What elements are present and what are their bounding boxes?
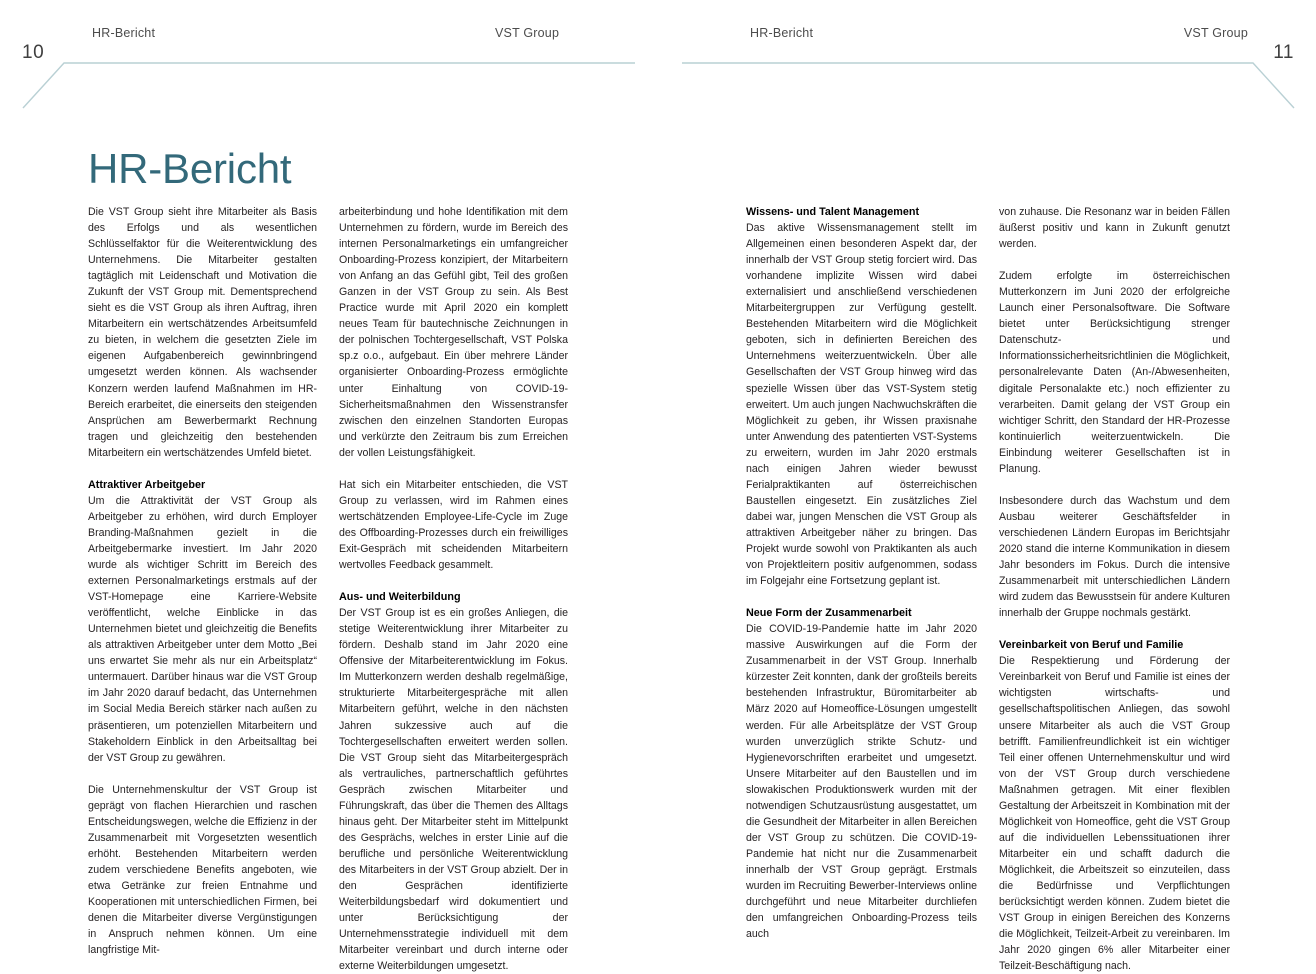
page-title: HR-Bericht (88, 145, 292, 193)
running-head-brand-left: VST Group (495, 26, 560, 40)
paragraph: Der VST Group ist es ein großes Anliegen, die stetige Weiterentwicklung ihrer Mitarbeiter zu fördern. Deshalb stand im Jahr 2020 eine Offensive der Mitarbeiterentwicklung im Fokus. Im Mutterkonzern werden deshalb regelmäßige, strukturierte Mitarbeitergespräche mit allen Mitarbeitern geführt, welche in den nächsten Jahren sukzessive auch auf die Tochtergesellschaften erweitert werden sollen. Die VST Group sieht das Mitarbeitergespräch als vertrauliches, partnerschaftlich geführtes Gespräch zwischen Mitarbeiter und Führungskraft, das über die Themen des Alltags hinaus geht. Der Mitarbeiter steht im Mittelpunkt des Gesprächs, welches in erster Linie auf die berufliche und persönliche Weiterentwicklung des Mitarbeiters in der VST Group abzielt. Der in den Gesprächen identifizierte Weiterbildungsbedarf wird dokumentiert und unter Berücksichtigung der Unternehmensstrategie individuell mit dem Mitarbeiter vereinbart und durch interne oder externe Weiterbildungen umgesetzt. (339, 607, 568, 973)
paragraph: Die COVID-19-Pandemie hatte im Jahr 2020 massive Auswirkungen auf die Form der Zusammenarbeit in der VST Group. Innerhalb kürzester Zeit konnten, dank der großteils bereits bestehenden Infrastruktur, Büromitarbeiter ab März 2020 auf Homeoffice-Lösungen umgestellt werden. Für alle Arbeitsplätze der VST Group wurden unverzüglich strikte Schutz- und Hygienevorschriften erarbeitet und umgesetzt. Unsere Mitarbeiter auf den Baustellen und im slowakischen Produktionswerk wurden mit der notwendigen Schutzausrüstung ausgestattet, um die Gesundheit der Mitarbeiter in allen Bereichen der VST Group zu schützen. Die COVID-19-Pandemie hat nicht nur die Zusammenarbeit innerhalb der VST Group geprägt. Erstmals wurden im Recruiting Bewerber-Interviews online durchgeführt und neue Mitarbeiter durchliefen den umfangreichen Onboarding-Prozess teils auch (746, 623, 977, 941)
page-number-right: 11 (1273, 42, 1294, 63)
section-heading: Attraktiver Arbeitgeber (88, 478, 206, 491)
paragraph: arbeiterbindung und hohe Identifikation mit dem Unternehmen zu fördern, wurde im Bereich des internen Personalmarketings ein umfangreicher Onboarding-Prozess konzipiert, der Mitarbeitern von Anfang an das Gefühl gibt, Teil des großen Ganzen in der VST Group zu sein. Als Best Practice wurde mit April 2020 ein komplett neues Team für bautechnische Zeichnungen in der polnischen Tochtergesellschaft, VST Polska sp.z o.o., aufgebaut. Ein über mehrere Länder organisierter Onboarding-Prozess ermöglichte unter Einhaltung von COVID-19-Sicherheitsmaßnahmen den Wissenstransfer zwischen den einzelnen Standorten Europas und verkürzte den Zeitraum bis zum Erreichen der vollen Leistungsfähigkeit. (339, 206, 568, 459)
text-columns-right (746, 204, 1230, 974)
running-head-section-right: HR-Bericht (750, 26, 814, 40)
paragraph: Zudem erfolgte im österreichischen Mutterkonzern im Juni 2020 der erfolgreiche Launch einer Personalsoftware. Die Software bietet unter Berücksichtigung strenger Datenschutz- und Informationssicherheitsrichtlinien die Möglichkeit, personalrelevante Daten (An-/Abwesenheiten, digitale Personalakte etc.) noch effizienter zu verarbeiten. Damit gelang der VST Group ein wichtiger Schritt, den Standard der HR-Prozesse kontinuierlich weiterzuentwickeln. Die Einbindung weiterer Gesellschaften ist in Planung. (999, 270, 1230, 475)
paragraph: Die Respektierung und Förderung der Vereinbarkeit von Beruf und Familie ist eines der wichtigsten wirtschafts- und gesellschaftspolitischen Anliegen, das sowohl unsere Mitarbeiter als auch die VST Group betrifft. Familienfreundlichkeit ist ein wichtiger Teil einer offenen Unternehmenskultur und wird von der VST Group durch verschiedene Maßnahmen getragen. Mit einer flexiblen Gestaltung der Arbeitszeit in Kombination mit der Möglichkeit von Homeoffice, geht die VST Group auf die individuellen Lebenssituationen ihrer Mitarbeiter ein und schafft dadurch die Möglichkeit, die Arbeitszeit so einzuteilen, dass die Bedürfnisse und Verpflichtungen berücksichtigt werden können. Zudem bietet die VST Group in einigen Bereichen des Konzerns die Möglichkeit, Teilzeit-Arbeit zu vereinbaren. Im Jahr 2020 gingen 6% aller Mitarbeiter einer Teilzeit-Beschäftigung nach. (999, 655, 1230, 973)
page-number-left: 10 (22, 42, 45, 63)
page-left (0, 0, 658, 973)
section-heading: Vereinbarkeit von Beruf und Familie (999, 639, 1184, 652)
paragraph: Die VST Group sieht ihre Mitarbeiter als Basis des Erfolgs und als wesentlichen Schlüsselfaktor für die Weiterentwicklung des Unternehmens. Die Mitarbeiter gestalten tagtäglich mit Leidenschaft und Motivation die Zukunft der VST Group mit. Dementsprechend sieht es die VST Group als ihren Auftrag, ihren Mitarbeitern ein wertschätzendes Arbeitsumfeld zu bieten, in welchem die gesetzten Ziele im eigenen Aufgabenbereich gewinnbringend umgesetzt werden können. Als wachsender Konzern werden laufend Maßnahmen im HR-Bereich erarbeitet, die einerseits den steigenden Ansprüchen am Bewerbermarkt Rechnung tragen und gleichzeitig den bestehenden Mitarbeitern ein wertschätzendes Umfeld bietet. (88, 206, 317, 459)
decorative-rule-left (0, 48, 658, 118)
paragraph: Das aktive Wissensmanagement stellt im Allgemeinen einen besonderen Aspekt dar, der innerhalb der VST Group stetig forciert wird. Das vorhandene implizite Wissen wird dabei externalisiert und anschließend verschiedenen Mitarbeitergruppen zur Verfügung gestellt. Bestehenden Mitarbeitern wird die Möglichkeit geboten, sich in definierten Bereichen des Unternehmens weiterzuentwickeln. Über alle Gesellschaften der VST Group hinweg wird das spezielle Wissen über das VST-System stetig erweitert. Um auch jungen Nachwuchskräften die Möglichkeit zu geben, ihr Wissen praxisnahe unter Anwendung des patentierten VST-Systems zu erweitern, wurden im Jahr 2020 erstmals nach einigen Jahren wieder bewusst Ferialpraktikanten auf österreichischen Baustellen eingesetzt. Ein zusätzliches Ziel dabei war, jungen Menschen die VST Group als attraktiven Arbeitgeber näher zu bringen. Das Projekt wurde sowohl von Praktikanten als auch von Projektleitern positiv aufgenommen, sodass im Folgejahr eine Fortsetzung geplant ist. (746, 222, 977, 588)
paragraph: Um die Attraktivität der VST Group als Arbeitgeber zu erhöhen, wird durch Employer Branding-Maßnahmen gezielt in die Arbeitgebermarke investiert. Im Jahr 2020 wurde als wichtiger Schritt im Bereich des externen Personalmarketings erstmals auf der VST-Homepage eine Karriere-Website veröffentlicht, welche Einblicke in das Unternehmen bietet und gleichzeitig die Benefits als attraktiven Arbeitgeber unter dem Motto „Bei uns erwartet Sie mehr als nur ein Arbeitsplatz“ untermauert. Darüber hinaus war die VST Group im Jahr 2020 darauf bedacht, das Unternehmen im Social Media Bereich stärker nach außen zu präsentieren, um potenziellen Mitarbeitern und Stakeholdern Einblick in den Arbeitsalltag bei der VST Group zu gewähren. (88, 494, 317, 764)
column-1 (88, 204, 317, 974)
column-2 (339, 204, 568, 974)
column-3 (746, 204, 977, 974)
column-4 (999, 204, 1230, 974)
section-heading: Aus- und Weiterbildung (339, 591, 461, 604)
paragraph: Hat sich ein Mitarbeiter entschieden, die VST Group zu verlassen, wird im Rahmen eines wertschätzenden Employee-Life-Cycle im Zuge des Offboarding-Prozesses durch ein freiwilliges Exit-Gespräch mit scheidenden Mitarbeitern wertvolles Feedback gesammelt. (339, 478, 568, 572)
section-heading: Neue Form der Zusammenarbeit (746, 607, 912, 620)
paragraph: Insbesondere durch das Wachstum und dem Ausbau weiterer Geschäftsfelder in verschiedenen Ländern Europas im Berichtsjahr 2020 stand die interne Kommunikation in diesem Jahr besonders im Fokus. Durch die intensive Zusammenarbeit mit unterschiedlichen Ländern wird zudem das Bewusstsein für andere Kulturen innerhalb der Gruppe nochmals gestärkt. (999, 494, 1230, 620)
page-right (658, 0, 1316, 973)
paragraph: Die Unternehmenskultur der VST Group ist geprägt von flachen Hierarchien und raschen Entscheidungswegen, welche die Effizienz in der Zusammenarbeit mit Vorgesetzten wesentlich erhöht. Bestehenden Mitarbeitern werden zudem verschiedene Benefits angeboten, wie etwa Getränke zur freien Entnahme und Kooperationen mit unterschiedlichen Firmen, bei denen die Mitarbeiter diverse Vergünstigungen in Anspruch nehmen können. Um eine langfristige Mit- (88, 783, 317, 957)
running-head-right (658, 22, 1316, 63)
running-head-section-left: HR-Bericht (92, 26, 156, 40)
section-heading: Wissens- und Talent Management (746, 206, 920, 218)
running-head-brand-right: VST Group (1183, 26, 1248, 40)
paragraph: von zuhause. Die Resonanz war in beiden Fällen äußerst positiv und kann in Zukunft genutzt werden. (999, 206, 1230, 251)
decorative-rule-right (658, 48, 1316, 118)
running-head-left (0, 22, 658, 63)
text-columns-left (88, 204, 568, 974)
